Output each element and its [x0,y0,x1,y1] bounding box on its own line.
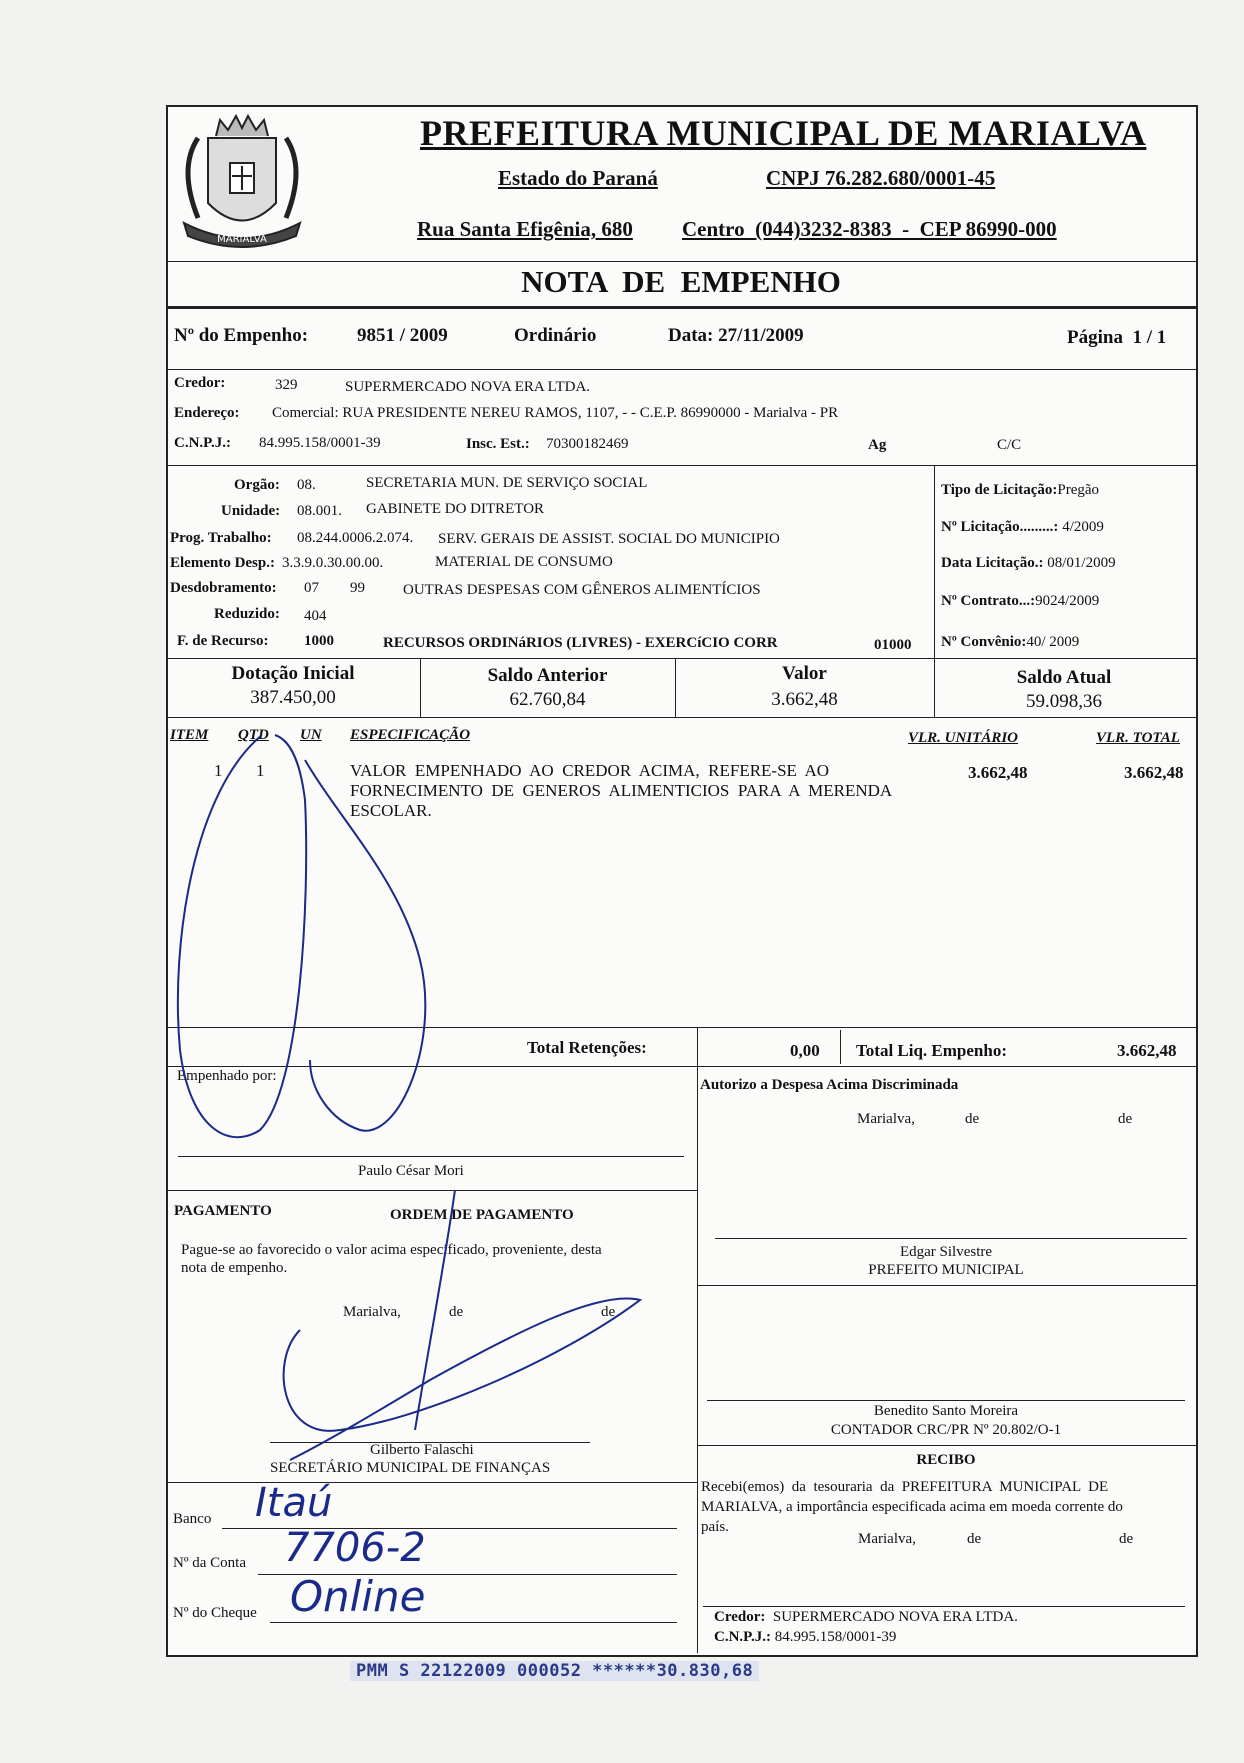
empenho-number-label: Nº do Empenho: [174,325,309,346]
recibo-text-line: MARIALVA, a importância especificada acima em moeda corrente do [701,1499,1123,1515]
recibo-credor: SUPERMERCADO NOVA ERA LTDA. [772,1609,1018,1625]
page-number: Página 1 / 1 [1067,327,1167,348]
cheque-label: Nº do Cheque [173,1605,257,1621]
spec-header: ESPECIFICAÇÃO [350,727,471,743]
account-label: C/C [997,437,1022,453]
empenhado-signer: Paulo César Mori [358,1163,464,1179]
saldo-anterior-value: 62.760,84 [509,689,586,710]
orgao-name: SECRETARIA MUN. DE SERVIÇO SOCIAL [366,475,648,491]
recurso-code: 1000 [304,633,334,649]
un-header: UN [300,727,322,743]
credor-cnpj: 84.995.158/0001-39 [259,435,381,451]
item-unit-price: 3.662,48 [968,763,1028,782]
contador-role: CONTADOR CRC/PR Nº 20.802/O-1 [830,1422,1062,1438]
credor-code: 329 [275,377,298,393]
autorizo-de2: de [1118,1111,1133,1127]
prog-label: Prog. Trabalho: [170,530,272,546]
header-street: Rua Santa Efigênia, 680 [417,217,633,241]
total-price-header: VLR. TOTAL [1096,730,1180,746]
secretary-role: SECRETÁRIO MUNICIPAL DE FINANÇAS [270,1460,551,1476]
document-title: NOTA DE EMPENHO [521,264,841,299]
licitacao-date-label: Data Licitação.: [941,555,1044,571]
account-number-value: 7706-2 [284,1525,426,1571]
desdobramento-a: 07 [304,580,319,596]
unidade-name: GABINETE DO DITRETOR [366,501,545,517]
recibo-text-line: país. [701,1519,729,1535]
recibo-credor-label: Credor: [714,1609,766,1625]
item-spec-line: FORNECIMENTO DE GENEROS ALIMENTICIOS PARA A MERENDA [350,781,893,800]
header-address: Centro (044)3232-8383 - CEP 86990-000 [682,217,1057,241]
header-cnpj: CNPJ 76.282.680/0001-45 [766,166,996,190]
bank-stamp: PMM S 22122009 000052 ******30.830,68 [350,1661,759,1681]
saldo-anterior-label: Saldo Anterior [487,665,608,686]
autorizo-label: Autorizo a Despesa Acima Discriminada [700,1077,959,1093]
elemento-label: Elemento Desp.: [170,555,275,571]
pagamento-text-line: nota de empenho. [181,1260,288,1276]
item-header: ITEM [170,727,209,743]
dotacao-label: Dotação Inicial [231,663,355,684]
orgao-code: 08. [297,477,316,493]
prog-code: 08.244.0006.2.074. [297,530,414,546]
recurso-code2: 01000 [874,637,912,653]
elemento-name: MATERIAL DE CONSUMO [435,554,613,570]
coat-of-arms-icon [168,108,316,258]
pagamento-de2: de [601,1304,616,1320]
licitacao-number: 4/2009 [1062,519,1104,535]
credor-name: SUPERMERCADO NOVA ERA LTDA. [345,379,591,395]
elemento-code: 3.3.9.0.30.00.00. [282,555,384,571]
recibo-de1: de [967,1531,982,1547]
contrato-number: 9024/2009 [1035,593,1100,609]
item-qtd: 1 [256,761,265,780]
recibo-place: Marialva, [858,1531,916,1547]
reduzido-label: Reduzido: [214,606,280,622]
autorizo-de1: de [965,1111,980,1127]
empenho-kind: Ordinário [514,325,597,346]
recibo-de2: de [1119,1531,1134,1547]
credor-label: Credor: [174,375,226,391]
unidade-code: 08.001. [297,503,342,519]
recurso-name: RECURSOS ORDINáRIOS (LIVRES) - EXERCíCIO CORR [383,635,778,651]
ordem-pagamento-label: ORDEM DE PAGAMENTO [390,1207,574,1223]
prog-name: SERV. GERAIS DE ASSIST. SOCIAL DO MUNICIPIO [438,531,780,547]
orgao-label: Orgão: [234,477,280,493]
empenho-date: Data: 27/11/2009 [668,325,804,346]
licitacao-number-label: Nº Licitação.........: [941,519,1059,535]
contador-name: Benedito Santo Moreira [873,1403,1019,1419]
item-spec-line: ESCOLAR. [350,801,432,820]
address-label: Endereço: [174,405,240,421]
recibo-text-line: Recebi(emos) da tesouraria da PREFEITURA MUNICIPAL DE [701,1479,1109,1495]
account-number-label: Nº da Conta [173,1555,246,1571]
desdobramento-b: 99 [350,580,365,596]
retencoes-label: Total Retenções: [527,1038,647,1057]
liquido-label: Total Liq. Empenho: [856,1041,1007,1060]
licitacao-date: 08/01/2009 [1047,555,1116,571]
cnpj-label: C.N.P.J.: [174,435,231,451]
pagamento-label: PAGAMENTO [174,1203,272,1219]
valor-label: Valor [782,663,827,684]
coat-motto: MARIALVA [217,234,267,245]
bank-value: Itaú [255,1480,333,1526]
mayor-role: PREFEITO MUNICIPAL [868,1262,1024,1278]
credor-address: Comercial: RUA PRESIDENTE NEREU RAMOS, 1107, - - C.E.P. 86990000 - Marialva - PR [272,405,839,421]
credor-insc: 70300182469 [546,436,629,452]
empenhado-label: Empenhado por: [177,1068,277,1084]
unit-price-header: VLR. UNITÁRIO [908,730,1019,746]
liquido-value: 3.662,48 [1117,1041,1177,1060]
page-title: PREFEITURA MUNICIPAL DE MARIALVA [420,113,1147,153]
recibo-title: RECIBO [916,1452,976,1468]
item-spec-line: VALOR EMPENHADO AO CREDOR ACIMA, REFERE-SE AO [350,761,830,780]
bank-label: Banco [173,1511,212,1527]
item-number: 1 [214,761,223,780]
state-name: Estado do Paraná [498,166,658,190]
unidade-label: Unidade: [221,503,281,519]
autorizo-place: Marialva, [857,1111,915,1127]
saldo-atual-label: Saldo Atual [1016,667,1112,688]
mayor-name: Edgar Silvestre [899,1244,993,1260]
desdobramento-name: OUTRAS DESPESAS COM GÊNEROS ALIMENTÍCIOS [403,582,761,598]
qtd-header: QTD [238,727,269,743]
insc-label: Insc. Est.: [466,436,530,452]
pagamento-text-line: Pague-se ao favorecido o valor acima especificado, proveniente, desta [181,1242,602,1258]
retencoes-value: 0,00 [790,1041,820,1060]
secretary-name: Gilberto Falaschi [370,1442,474,1458]
tipo-licitacao: Pregão [1057,482,1100,498]
cheque-value: Online [290,1572,426,1621]
pagamento-place: Marialva, [343,1304,401,1320]
dotacao-value: 387.450,00 [250,687,336,708]
desdobramento-label: Desdobramento: [170,580,277,596]
recibo-cnpj-label: C.N.P.J.: [714,1629,771,1645]
saldo-atual-value: 59.098,36 [1026,691,1102,712]
recurso-label: F. de Recurso: [177,633,269,649]
reduzido-value: 404 [304,608,327,624]
tipo-licitacao-label: Tipo de Licitação: [941,482,1058,498]
convenio-number: 40/ 2009 [1026,634,1080,650]
empenho-number: 9851 / 2009 [357,325,448,346]
agency-label: Ag [868,437,887,453]
item-total-price: 3.662,48 [1124,763,1184,782]
valor-value: 3.662,48 [771,689,838,710]
contrato-label: Nº Contrato...: [941,593,1036,609]
convenio-label: Nº Convênio: [941,634,1027,650]
recibo-cnpj: 84.995.158/0001-39 [774,1629,897,1645]
pagamento-de1: de [449,1304,464,1320]
